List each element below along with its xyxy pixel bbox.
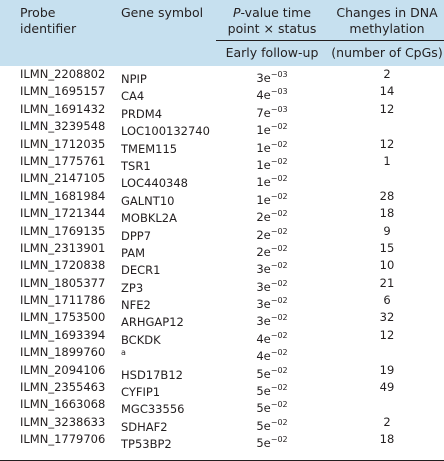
table-row: [0, 223, 444, 243]
cpg-count-cell: 9: [383, 223, 391, 238]
probe-id-cell: ILMN_1681984: [20, 188, 106, 203]
pvalue-exponent: −03: [270, 87, 288, 97]
pvalue-base: 4e: [256, 331, 271, 346]
gene-footnote-marker: a: [121, 348, 126, 358]
pvalue-exponent: −02: [270, 435, 288, 445]
pvalue-cell: [216, 431, 328, 452]
probe-id-cell: ILMN_1769135: [20, 223, 106, 238]
probe-id-cell: ILMN_2147105: [20, 171, 106, 186]
pvalue-base: 3e: [256, 297, 271, 312]
probe-id-cell: ILMN_2355463: [20, 380, 106, 395]
pvalue-exponent: −02: [270, 383, 288, 393]
cpg-count-cell: 1: [383, 153, 391, 168]
probe-id-cell: ILMN_2208802: [20, 67, 106, 81]
table-row: [0, 240, 444, 260]
gene-symbol-text: ZP3: [121, 280, 144, 295]
pvalue-base: 3e: [256, 71, 271, 85]
gene-symbol-text: TSR1: [121, 158, 151, 173]
pvalue-base: 1e: [256, 140, 271, 155]
table-row: [0, 275, 444, 295]
probe-id-cell: ILMN_1693394: [20, 327, 106, 342]
pvalue-base: 4e: [256, 349, 271, 364]
pvalue-exponent: −02: [270, 365, 288, 375]
pvalue-exponent: −02: [270, 226, 288, 236]
header-pvalue-rest: -value time point × status: [227, 5, 317, 36]
pvalue-base: 7e: [256, 105, 271, 120]
pvalue-base: 5e: [256, 384, 271, 399]
pvalue-exponent: −02: [270, 156, 288, 166]
cpg-count-cell: 10: [379, 258, 395, 273]
probe-id-cell: ILMN_1695157: [20, 84, 106, 99]
gene-symbol-text: CYFIP1: [121, 385, 161, 400]
pvalue-exponent: −03: [270, 104, 288, 114]
header-pvalue-italic: P: [232, 5, 241, 20]
probe-id-cell: ILMN_2313901: [20, 240, 106, 255]
table-row: [0, 292, 444, 313]
gene-symbol-text: PAM: [121, 245, 145, 260]
probe-id-cell: ILMN_1712035: [20, 136, 106, 151]
header-gene-symbol: Gene symbol: [121, 5, 204, 20]
table-body: [0, 66, 444, 452]
table-row: [0, 309, 444, 330]
cpg-count-cell: 19: [379, 362, 395, 377]
cpg-count-cell: 6: [383, 293, 391, 308]
header-pvalue: [216, 5, 328, 37]
probe-id-cell: ILMN_1711786: [20, 293, 106, 308]
probe-id-cell: ILMN_1805377: [20, 275, 106, 290]
pvalue-base: 2e: [256, 210, 271, 225]
pvalue-exponent: −02: [270, 139, 288, 149]
pvalue-base: 4e: [256, 88, 271, 103]
gene-symbol-text: LOC100132740: [121, 124, 210, 139]
cpg-count-cell: 12: [379, 136, 395, 151]
table-row: [0, 101, 444, 121]
pvalue-exponent: −02: [270, 174, 288, 184]
table-row: [0, 362, 444, 382]
gene-symbol-text: NPIP: [121, 72, 147, 86]
pvalue-exponent: −02: [270, 330, 288, 340]
table-row: [0, 379, 444, 400]
pvalue-base: 5e: [256, 436, 271, 451]
pvalue-exponent: −02: [270, 191, 288, 201]
gene-symbol-text: HSD17B12: [121, 367, 183, 382]
pvalue-base: 5e: [256, 401, 271, 416]
gene-symbol-text: MGC33556: [121, 402, 185, 417]
table-row: [0, 344, 444, 364]
gene-symbol-text: BCKDK: [121, 332, 161, 347]
cpg-count-cell: 2: [383, 67, 391, 81]
table-row: [0, 188, 444, 208]
probe-id-cell: ILMN_1753500: [20, 310, 106, 325]
gene-symbol-text: LOC440348: [121, 176, 188, 191]
pvalue-base: 1e: [256, 192, 271, 207]
gene-symbol-text: NFE2: [121, 298, 151, 313]
pvalue-exponent: −02: [270, 122, 288, 132]
cpg-count-cell: 12: [379, 101, 395, 116]
table-row: [0, 205, 444, 226]
pvalue-base: 1e: [256, 175, 271, 190]
header-early-follow-up: Early follow-up: [225, 45, 319, 60]
probe-id-cell: ILMN_1899760: [20, 345, 106, 360]
table-row: [0, 118, 444, 139]
cpg-count-cell: 21: [379, 275, 395, 290]
table-row: [0, 83, 444, 104]
pvalue-exponent: −02: [270, 296, 288, 306]
pvalue-base: 3e: [256, 314, 271, 329]
gene-symbol-text: ARHGAP12: [121, 315, 184, 330]
pvalue-base: 1e: [256, 157, 271, 172]
probe-id-cell: ILMN_1691432: [20, 101, 106, 116]
pvalue-exponent: −02: [270, 400, 288, 410]
pvalue-base: 5e: [256, 418, 271, 433]
probe-id-cell: ILMN_3239548: [20, 119, 106, 134]
table-row: [0, 66, 444, 86]
table-row: [0, 257, 444, 278]
probe-id-cell: ILMN_1721344: [20, 206, 106, 221]
gene-symbol-text: SDHAF2: [121, 419, 168, 434]
gene-symbol-text: DPP7: [121, 228, 152, 243]
cpg-count-cell: 14: [379, 84, 395, 99]
pvalue-exponent: −02: [270, 278, 288, 288]
table-row: [0, 153, 444, 173]
header-divider: [216, 40, 444, 41]
pvalue-base: 5e: [256, 366, 271, 381]
pvalue-base: 2e: [256, 227, 271, 242]
gene-symbol-text: CA4: [121, 89, 145, 104]
table-header: [0, 0, 444, 66]
cpg-count-cell: 49: [379, 380, 395, 395]
pvalue-base: 2e: [256, 244, 271, 259]
gene-symbol-text: MOBKL2A: [121, 211, 177, 226]
cpg-count-cell: 15: [379, 240, 395, 255]
cpg-count-cell: 18: [379, 432, 395, 447]
cpg-count-cell: 32: [379, 310, 395, 325]
gene-symbol-cell: [121, 431, 172, 453]
cpg-count-cell: 28: [379, 188, 395, 203]
probe-id-cell: ILMN_2094106: [20, 362, 106, 377]
header-probe-identifier: Probe identifier: [20, 5, 77, 36]
probe-id-cell: ILMN_3238633: [20, 414, 106, 429]
gene-symbol-text: GALNT10: [121, 193, 175, 208]
header-methylation-changes: Changes in DNA methylation: [336, 5, 438, 36]
probe-id-cell: ILMN_1779706: [20, 432, 106, 447]
cpg-count-cell: 18: [379, 206, 395, 221]
cpg-count-cell: 2: [383, 414, 391, 429]
pvalue-base: 1e: [256, 123, 271, 138]
table-row: [0, 396, 444, 417]
table-row: [0, 327, 444, 347]
pvalue-exponent: −02: [270, 243, 288, 253]
pvalue-base: 3e: [256, 279, 271, 294]
table-row: [0, 136, 444, 156]
cpg-count-cell: 12: [379, 327, 395, 342]
pvalue-base: 3e: [256, 262, 271, 277]
pvalue-exponent: −02: [270, 348, 288, 358]
pvalue-exponent: −02: [270, 417, 288, 427]
pvalue-exponent: −02: [270, 209, 288, 219]
table-row: [0, 414, 444, 434]
gene-symbol-text: DECR1: [121, 263, 161, 278]
table-row: [0, 431, 444, 452]
gene-symbol-text: PRDM4: [121, 106, 163, 121]
gene-symbol-text: TP53BP2: [121, 437, 172, 452]
table-row: [0, 170, 444, 191]
probe-id-cell: ILMN_1663068: [20, 397, 106, 412]
probe-id-cell: ILMN_1775761: [20, 153, 106, 168]
pvalue-exponent: −03: [270, 70, 288, 79]
header-number-of-cpgs: (number of CpGs): [331, 45, 443, 60]
probe-id-cell: ILMN_1720838: [20, 258, 106, 273]
pvalue-exponent: −02: [270, 313, 288, 323]
pvalue-exponent: −02: [270, 261, 288, 271]
gene-symbol-text: TMEM115: [121, 141, 178, 156]
